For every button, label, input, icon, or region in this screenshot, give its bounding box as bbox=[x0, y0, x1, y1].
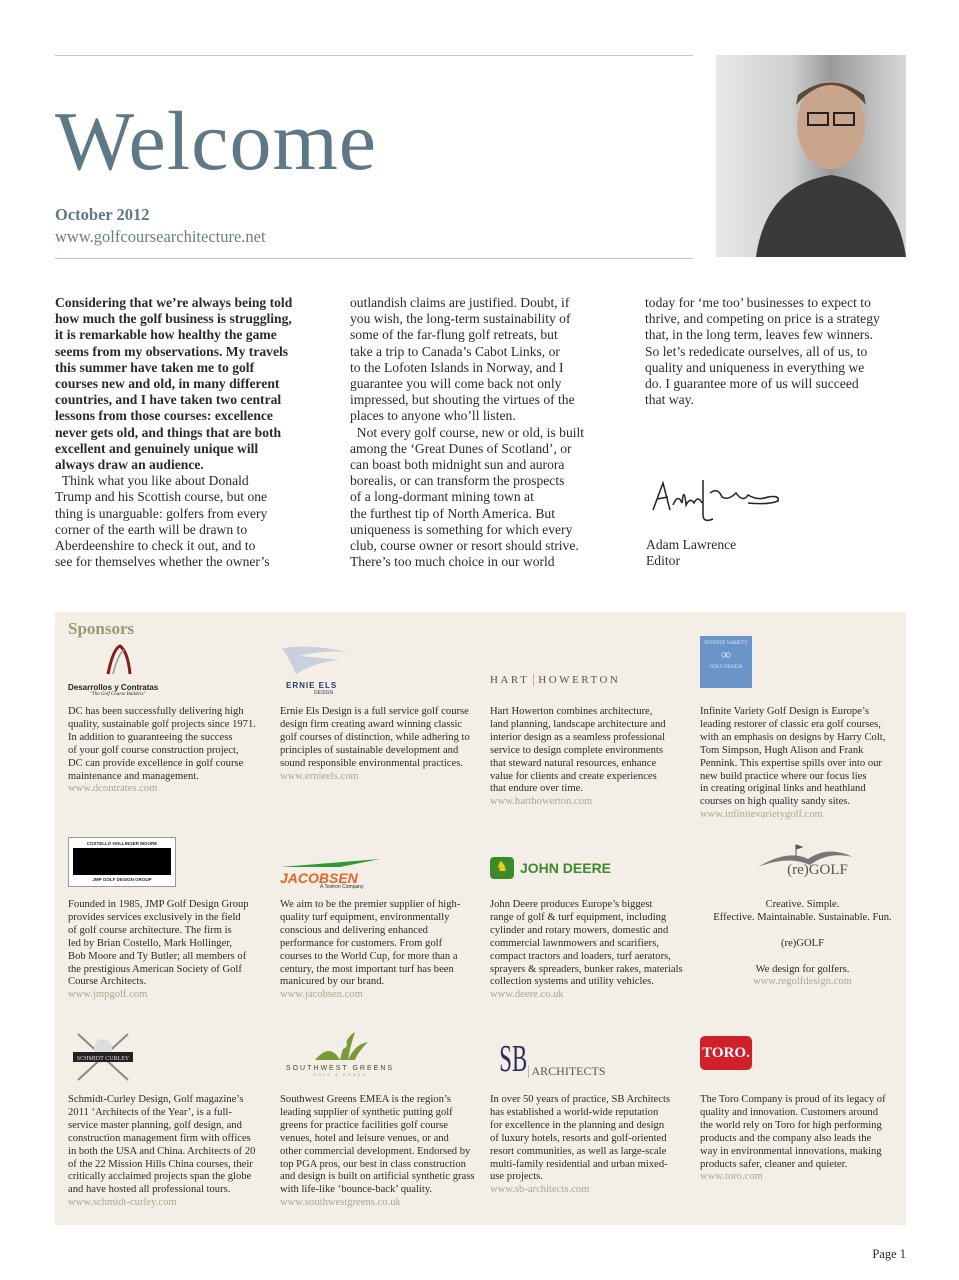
article-lead-line: seems from my observations. My travels bbox=[55, 343, 289, 359]
sponsor-description-line: Creative. Simple. bbox=[765, 899, 840, 910]
article-line: places to anyone who’ll listen. bbox=[350, 408, 516, 424]
sponsor-description-line: for excellence in the planning and design bbox=[490, 1119, 665, 1131]
sponsor-description-line: quality, sustainable golf projects since 1971. bbox=[68, 718, 256, 730]
article-line: can boast both midnight sun and aurora bbox=[350, 457, 565, 473]
sponsor-description-line: critically acclaimed projects span the globe bbox=[68, 1171, 252, 1183]
sponsor-description-line: in both the USA and China. Architects of 20 bbox=[68, 1145, 256, 1157]
sponsor-description-line: provides services exclusively in the field bbox=[68, 911, 241, 923]
sponsor-card bbox=[490, 1032, 695, 1197]
sponsor-description-line: use projects. bbox=[490, 1171, 543, 1183]
sponsor-description-line: commercial lawnmowers and scarifiers, bbox=[490, 937, 659, 949]
article-lead-line: courses new and old, in many different bbox=[55, 376, 280, 392]
sponsor-description-line: We aim to be the premier supplier of high- bbox=[280, 899, 461, 910]
sponsor-description-line: compact tractors and loaders, turf aerators, bbox=[490, 950, 671, 962]
sponsor-description-line: that steward natural resources, enhance bbox=[490, 757, 657, 769]
sponsor-card bbox=[280, 644, 485, 783]
sponsor-description-line: the prestigious American Society of Golf bbox=[68, 963, 242, 975]
sponsor-description-line: products and the company also leads the bbox=[700, 1132, 872, 1144]
sponsor-card bbox=[68, 1032, 273, 1210]
editor-photo bbox=[716, 55, 906, 257]
sponsor-description-line: courses to the World Cup, for more than a bbox=[280, 950, 458, 962]
sponsor-website-link[interactable]: www.ernieels.com bbox=[280, 770, 359, 782]
sponsor-card bbox=[700, 641, 905, 822]
sponsor-description-line: Schmidt-Curley Design, Golf magazine’s bbox=[68, 1094, 244, 1105]
sponsor-description-line: with an emphasis on designs by Harry Colt, bbox=[700, 731, 886, 743]
sponsor-description-line: 2011 ‘Architects of the Year’, is a full- bbox=[68, 1106, 232, 1118]
sponsor-description-line: Tom Simpson, Hugh Alison and Frank bbox=[700, 744, 864, 756]
sponsor-description-line: and design is built on artificial synthetic grass bbox=[280, 1171, 475, 1183]
article-lead-line: always draw an audience. bbox=[55, 457, 204, 473]
article-line: among the ‘Great Dunes of Scotland’, or bbox=[350, 440, 572, 456]
deer-icon: ♞ bbox=[490, 857, 514, 879]
sponsor-description-line: and have hosted all professional tours. bbox=[68, 1184, 231, 1196]
article-line: guarantee you will come back not only bbox=[350, 376, 562, 392]
sponsor-card bbox=[68, 644, 273, 796]
editor-role: Editor bbox=[646, 553, 680, 569]
sponsor-logo bbox=[280, 837, 485, 895]
sponsor-description-line: performance for customers. From golf bbox=[280, 937, 443, 949]
sponsor-description-line: DC has been successfully delivering high bbox=[68, 706, 244, 717]
logo-text: (re)GOLF bbox=[787, 861, 848, 878]
sponsor-description-line: interior design as a seamless professional bbox=[490, 731, 666, 743]
sponsor-description-line: DC can provide excellence in golf course bbox=[68, 757, 244, 769]
logo-text: SCHMIDT CURLEY bbox=[76, 1056, 130, 1062]
sponsors-heading: Sponsors bbox=[68, 619, 135, 638]
sponsor-card bbox=[490, 644, 695, 809]
sponsor-description-line: new build practice where our focus lies bbox=[700, 770, 867, 782]
sponsor-card bbox=[68, 837, 273, 1002]
sponsor-description-line: in creating original links and heathland bbox=[700, 783, 866, 795]
sponsor-logo bbox=[490, 644, 695, 702]
sponsor-description-line: We design for golfers. bbox=[755, 963, 850, 975]
sponsor-description-line: venues, hotel and leisure venues, or and bbox=[280, 1132, 449, 1144]
logo-subtext: GOLF DESIGN bbox=[709, 665, 743, 670]
article-line: quality and uniqueness in everything we bbox=[645, 359, 865, 375]
sponsor-website-link[interactable]: www.infinitevarietygolf.com bbox=[700, 809, 823, 821]
sponsor-description-line: led by Brian Costello, Mark Hollinger, bbox=[68, 937, 233, 949]
sponsor-description-line: Effective. Maintainable. Sustainable. Fun. bbox=[713, 911, 892, 923]
sponsor-description-line: In addition to guaranteeing the success bbox=[68, 731, 233, 743]
sponsor-description-line: service to design complete environments bbox=[490, 744, 663, 756]
logo-text: INFINITE VARIETY bbox=[704, 641, 748, 646]
sponsor-website-link[interactable]: www.jmpgolf.com bbox=[68, 989, 148, 1001]
article-line: some of the far-flung golf retreats, but bbox=[350, 327, 558, 343]
article-line: that way. bbox=[645, 392, 694, 408]
sponsor-description-line: (re)GOLF bbox=[781, 937, 824, 949]
article-line: thing is unarguable: golfers from every bbox=[55, 505, 268, 521]
logo-text: HART bbox=[490, 674, 530, 686]
sponsor-website-link[interactable]: www.deere.co.uk bbox=[490, 989, 564, 1001]
sponsor-website-link[interactable]: www.sb-architects.com bbox=[490, 1184, 590, 1196]
sponsor-description-line: leading restorer of classic era golf courses, bbox=[700, 718, 881, 730]
sponsor-description-line: products safer, cleaner and quieter. bbox=[700, 1158, 848, 1170]
logo-text: Desarrollos y Contratas bbox=[68, 682, 159, 692]
sponsor-description-line: principles of sustainable development and bbox=[280, 744, 459, 756]
logo-subtext: JMP GOLF DESIGN GROUP bbox=[92, 877, 152, 882]
article-line: There’s too much choice in our world bbox=[350, 554, 555, 570]
sponsor-description-line: service master planning, golf design, and bbox=[68, 1119, 242, 1131]
article-line: today for ‘me too’ businesses to expect to bbox=[645, 295, 871, 310]
signature-block bbox=[646, 537, 736, 569]
sponsor-card bbox=[700, 837, 905, 989]
sponsor-logo bbox=[700, 1032, 905, 1090]
article-lead-line: countries, and I have taken two central bbox=[55, 392, 282, 408]
sponsor-description-line: quality and innovation. Customers around bbox=[700, 1106, 879, 1118]
sponsor-description-line: sprayers & spreaders, bunker rakes, materials bbox=[490, 963, 683, 975]
sponsor-description-line: Bob Moore and Ty Butler; all members of bbox=[68, 950, 247, 962]
logo-subtext: A Textron Company bbox=[320, 883, 364, 890]
sponsor-website-link[interactable]: www.jacobsen.com bbox=[280, 989, 363, 1001]
article-line: do. I guarantee more of us will succeed bbox=[645, 376, 859, 392]
logo-text: JACOBSEN bbox=[280, 869, 358, 886]
article-line: that, in the long term, leaves few winners. bbox=[645, 327, 874, 343]
sponsor-website-link[interactable]: www.toro.com bbox=[700, 1171, 763, 1183]
editor-name: Adam Lawrence bbox=[646, 537, 737, 552]
sponsor-description-line: Infinite Variety Golf Design is Europe’s bbox=[700, 706, 869, 717]
article-line: So let’s rededicate ourselves, all of us, to bbox=[645, 343, 868, 359]
logo-subtext: DESIGN bbox=[314, 689, 334, 696]
article-line: see for themselves whether the owner’s bbox=[55, 554, 270, 570]
sponsor-card bbox=[280, 837, 485, 1002]
article-lead-line: never gets old, and things that are both bbox=[55, 424, 282, 440]
sponsor-description-line: the world rely on Toro for high performing bbox=[700, 1119, 882, 1131]
sponsor-description-line: Founded in 1985, JMP Golf Design Group bbox=[68, 899, 249, 910]
sponsor-description-line: has established a world-wide reputation bbox=[490, 1106, 659, 1118]
logo-text: TORO. bbox=[700, 1036, 752, 1070]
sponsor-description-line: cylinder and rotary mowers, domestic and bbox=[490, 924, 669, 936]
sponsor-description-line: Pennink. This expertise spills over into our bbox=[700, 757, 882, 769]
sponsor-description-line: maintenance and management. bbox=[68, 770, 199, 782]
sponsor-logo bbox=[280, 1032, 485, 1090]
sponsor-card bbox=[490, 837, 695, 1002]
sponsor-description-line: that endure over time. bbox=[490, 783, 583, 795]
header-rule bbox=[55, 258, 693, 259]
sponsor-description-line: multi-family residential and urban mixed- bbox=[490, 1158, 668, 1170]
sponsor-description-line: with life-like ‘bounce-back’ quality. bbox=[280, 1184, 433, 1196]
sponsor-card bbox=[700, 1032, 905, 1184]
sponsor-website-link[interactable]: www.schmidt-curley.com bbox=[68, 1197, 177, 1209]
article-line: to the Lofoten Islands in Norway, and I bbox=[350, 359, 564, 375]
sponsor-description-line: other commercial development. Endorsed by bbox=[280, 1145, 471, 1157]
article-line: Think what you like about Donald bbox=[55, 473, 249, 489]
article-line: Trump and his Scottish course, but one bbox=[55, 489, 268, 505]
sponsor-logo bbox=[700, 837, 905, 895]
article-line: the furthest tip of North America. But bbox=[350, 505, 555, 521]
sponsor-description-line: In over 50 years of practice, SB Architects bbox=[490, 1094, 671, 1105]
sponsor-logo bbox=[280, 644, 485, 702]
article-line: Not every golf course, new or old, is built bbox=[350, 424, 585, 440]
sponsor-description-line: golf courses of distinction, while adhering to bbox=[280, 731, 470, 743]
page-number: Page 1 bbox=[872, 1247, 906, 1261]
logo-text: SOUTHWEST GREENS bbox=[285, 1064, 395, 1072]
sponsor-description-line: sound responsible environmental practices. bbox=[280, 757, 463, 769]
article-line: of a long-dormant mining town at bbox=[350, 489, 534, 505]
sponsor-description-line: courses on high quality sandy sites. bbox=[700, 796, 851, 808]
article-line: Aberdeenshire to check it out, and to bbox=[55, 538, 256, 554]
article-line: take a trip to Canada’s Cabot Links, or bbox=[350, 343, 560, 359]
article-column-2 bbox=[350, 295, 615, 570]
logo-subtext: "The Golf Course Builders" bbox=[90, 691, 146, 697]
article-lead-line: Considering that we’re always being told bbox=[55, 295, 293, 310]
article-column-3 bbox=[645, 295, 910, 408]
sponsor-website-link[interactable]: www.dcontrates.com bbox=[68, 783, 158, 795]
sponsor-description-line: conscious and delivering enhanced bbox=[280, 924, 428, 936]
article-line: outlandish claims are justified. Doubt, if bbox=[350, 295, 570, 310]
sponsor-description-line: leading supplier of synthetic putting golf bbox=[280, 1106, 453, 1118]
sponsor-description-line bbox=[700, 925, 905, 938]
sponsor-website-link[interactable]: www.regolfdesign.com bbox=[753, 976, 852, 988]
logo-subtext: ARCHITECTS bbox=[528, 1065, 605, 1078]
sponsor-description-line: of the 22 Mission Hills China courses, their bbox=[68, 1158, 253, 1170]
logo-text: COSTELLO HOLLINGER MOORE bbox=[86, 841, 158, 846]
sponsor-logo bbox=[490, 1032, 695, 1090]
sponsor-description-line: way in environmental innovations, making bbox=[700, 1145, 882, 1157]
sponsor-description-line: John Deere produces Europe’s biggest bbox=[490, 899, 653, 910]
editor-signature bbox=[648, 475, 788, 530]
article-lead-line: how much the golf business is struggling, bbox=[55, 311, 292, 327]
top-rule bbox=[55, 55, 693, 56]
sponsor-description-line: Hart Howerton combines architecture, bbox=[490, 706, 653, 717]
sponsor-logo bbox=[490, 837, 695, 895]
sponsor-description-line: top PGA pros, our best in class construction bbox=[280, 1158, 466, 1170]
article-lead-line: it is remarkable how healthy the game bbox=[55, 327, 277, 343]
sponsor-logo bbox=[68, 837, 273, 895]
article-line: impressed, but shouting the virtues of the bbox=[350, 392, 575, 408]
sponsor-description-line: Ernie Els Design is a full service golf course bbox=[280, 706, 469, 717]
sponsor-description-line: construction management firm with offices bbox=[68, 1132, 251, 1144]
sponsor-logo bbox=[68, 1032, 273, 1090]
article-lead-line: this summer have taken me to golf bbox=[55, 359, 255, 375]
website-link[interactable]: www.golfcoursearchitecture.net bbox=[55, 227, 266, 246]
sponsor-website-link[interactable]: www.southwestgreens.co.uk bbox=[280, 1197, 401, 1209]
issue-date: October 2012 bbox=[55, 205, 150, 224]
article-lead-line: lessons from those courses: excellence bbox=[55, 408, 273, 424]
article-line: you wish, the long-term sustainability of bbox=[350, 311, 571, 327]
sponsor-description-line: resort communities, as well as large-scale bbox=[490, 1145, 667, 1157]
sponsor-description-line bbox=[700, 951, 905, 964]
sponsor-description-line: Southwest Greens EMEA is the region’s bbox=[280, 1094, 451, 1105]
logo-text: JOHN DEERE bbox=[520, 860, 612, 876]
sponsor-description-line: century, the most important turf has been bbox=[280, 963, 454, 975]
logo-text: ERNIE ELS bbox=[286, 680, 338, 690]
sponsor-description-line: The Toro Company is proud of its legacy of bbox=[700, 1094, 886, 1105]
article-line: uniqueness is something for which every bbox=[350, 521, 573, 537]
sponsor-description-line: collection systems and utility vehicles. bbox=[490, 976, 654, 988]
sponsor-description-line: Course Architects. bbox=[68, 976, 147, 988]
article-line: club, course owner or resort should strive. bbox=[350, 538, 579, 554]
logo-subtext: HOWERTON bbox=[538, 674, 621, 686]
sponsor-description-line: land planning, landscape architecture and bbox=[490, 718, 666, 730]
sponsor-website-link[interactable]: www.harthowerton.com bbox=[490, 796, 593, 808]
sponsor-description-line: design firm creating award winning classic bbox=[280, 718, 463, 730]
article-lead-line: excellent and genuinely unique will bbox=[55, 440, 259, 456]
logo-subtext: GOLF & GRASS bbox=[313, 1071, 367, 1077]
page-title: Welcome bbox=[55, 95, 378, 188]
sponsor-description-line: manicured by our brand. bbox=[280, 976, 385, 988]
logo-text: SB bbox=[499, 1038, 528, 1080]
article-line: thrive, and competing on price is a strategy bbox=[645, 311, 880, 327]
sponsor-description-line: greens for practice facilities golf course bbox=[280, 1119, 448, 1131]
article-line: corner of the earth will be drawn to bbox=[55, 521, 248, 537]
article-line: borealis, or can transform the prospects bbox=[350, 473, 565, 489]
article-column-1 bbox=[55, 295, 320, 570]
sponsor-logo: INFINITE VARIETY ∞ GOLF DESIGN bbox=[700, 644, 905, 702]
sponsor-description-line: value for clients and create experiences bbox=[490, 770, 657, 782]
sponsor-description-line: of your golf course construction project, bbox=[68, 744, 239, 756]
sponsor-logo bbox=[68, 644, 273, 702]
sponsor-description-line: of luxury hotels, resorts and golf-oriented bbox=[490, 1132, 667, 1144]
sponsor-description-line: range of golf & turf equipment, including bbox=[490, 911, 667, 923]
sponsor-description-line: of golf course architecture. The firm is bbox=[68, 924, 232, 936]
sponsor-card bbox=[280, 1032, 485, 1210]
sponsors-panel bbox=[55, 612, 906, 1225]
sponsor-description-line: quality turf equipment, environmentally bbox=[280, 911, 450, 923]
